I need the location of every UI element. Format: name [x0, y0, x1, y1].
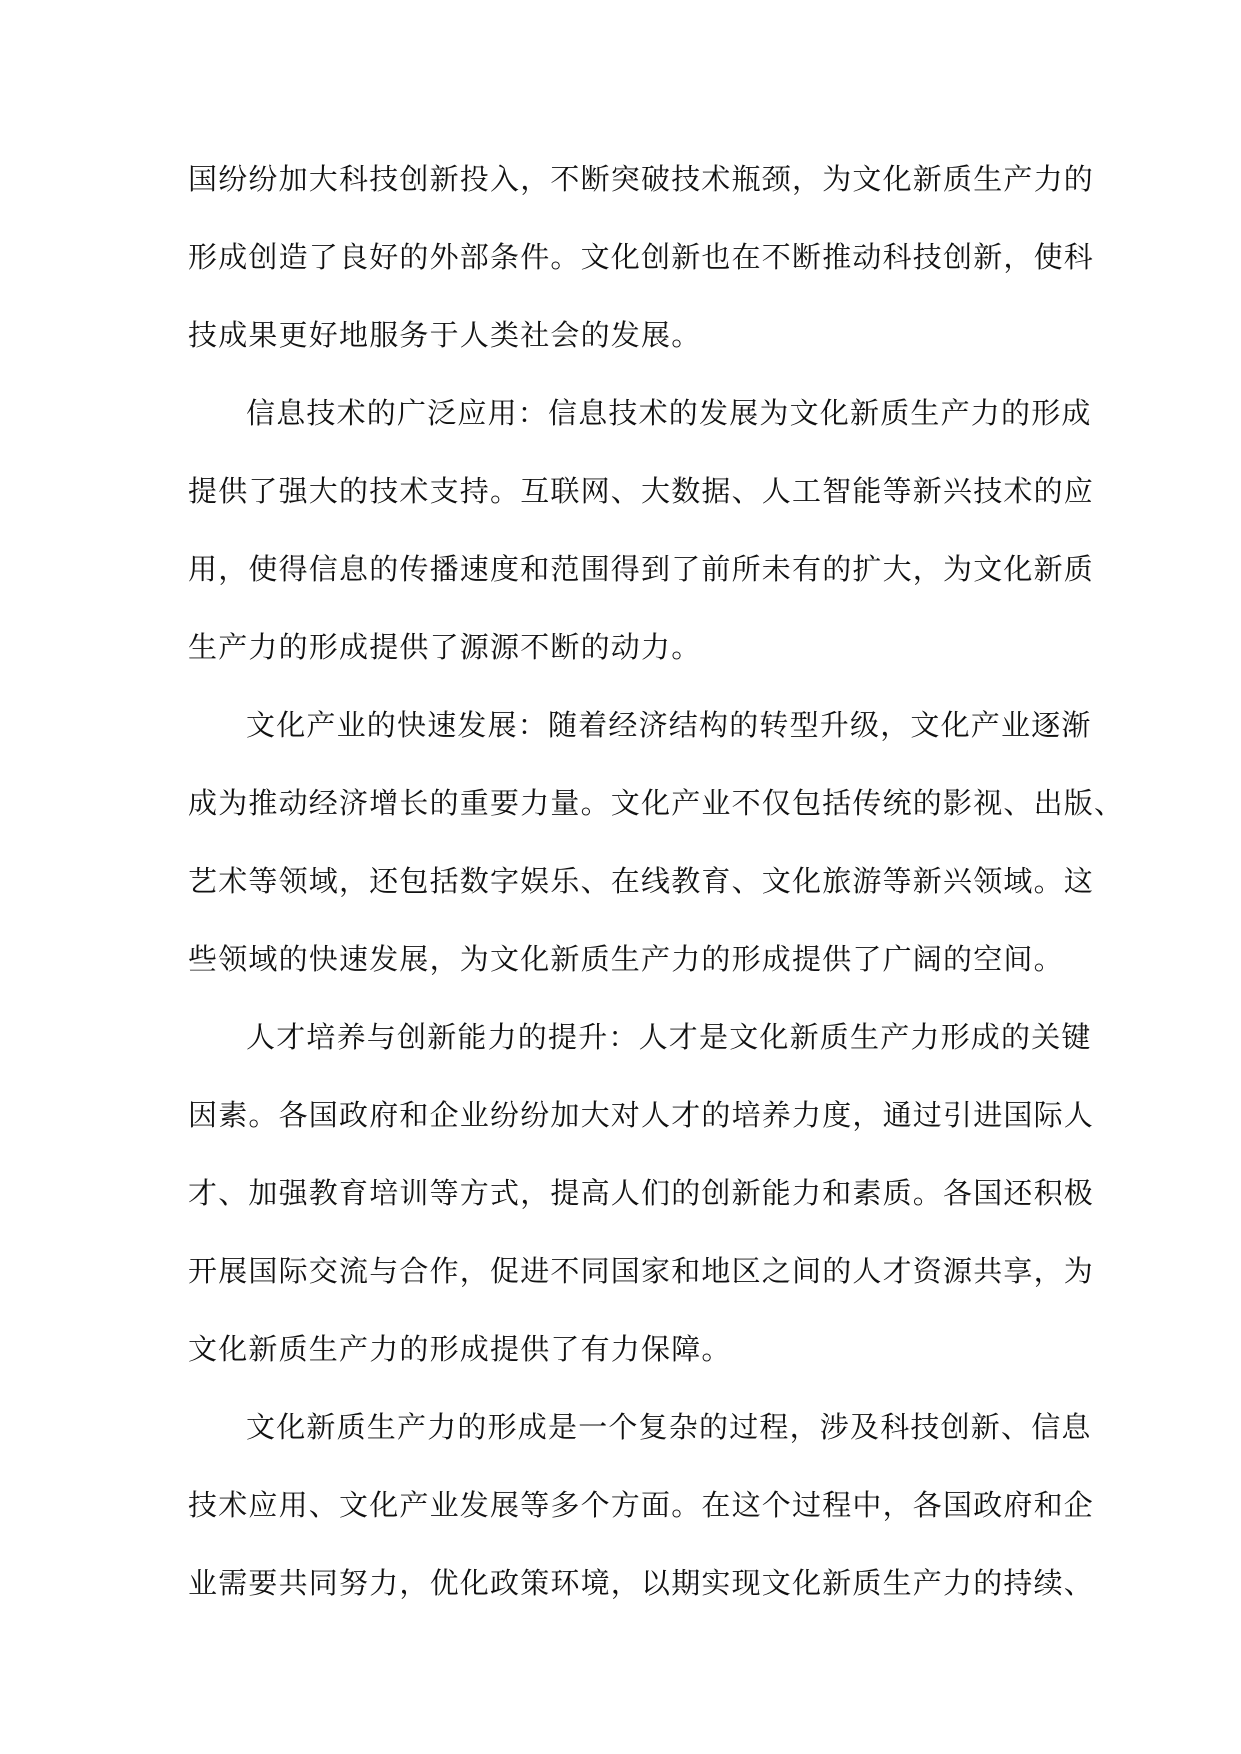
text-line: 技术应用、文化产业发展等多个方面。在这个过程中，各国政府和企 — [188, 1488, 1095, 1522]
text-line: 才、加强教育培训等方式，提高人们的创新能力和素质。各国还积极 — [188, 1176, 1095, 1210]
body-text — [188, 140, 1125, 1622]
text-line: 艺术等领域，还包括数字娱乐、在线教育、文化旅游等新兴领域。这 — [188, 864, 1095, 898]
text-line: 因素。各国政府和企业纷纷加大对人才的培养力度，通过引进国际人 — [188, 1098, 1095, 1132]
text-line: 生产力的形成提供了源源不断的动力。 — [188, 630, 702, 664]
paragraph-start-line: 文化产业的快速发展：随着经济结构的转型升级，文化产业逐渐 — [246, 708, 1092, 742]
text-line: 提供了强大的技术支持。互联网、大数据、人工智能等新兴技术的应 — [188, 474, 1095, 508]
paragraph-start-line: 人才培养与创新能力的提升：人才是文化新质生产力形成的关键 — [246, 1020, 1092, 1054]
text-line: 用，使得信息的传播速度和范围得到了前所未有的扩大，为文化新质 — [188, 552, 1095, 586]
paragraph-start-line: 文化新质生产力的形成是一个复杂的过程，涉及科技创新、信息 — [246, 1410, 1092, 1444]
text-line: 开展国际交流与合作，促进不同国家和地区之间的人才资源共享，为 — [188, 1254, 1095, 1288]
text-line: 文化新质生产力的形成提供了有力保障。 — [188, 1332, 732, 1366]
text-line: 国纷纷加大科技创新投入，不断突破技术瓶颈，为文化新质生产力的 — [188, 162, 1095, 196]
text-line: 形成创造了良好的外部条件。文化创新也在不断推动科技创新，使科 — [188, 240, 1095, 274]
text-line: 些领域的快速发展，为文化新质生产力的形成提供了广阔的空间。 — [188, 942, 1064, 976]
text-line: 业需要共同努力，优化政策环境，以期实现文化新质生产力的持续、 — [188, 1566, 1095, 1600]
paragraph-start-line: 信息技术的广泛应用：信息技术的发展为文化新质生产力的形成 — [246, 396, 1092, 430]
text-line: 成为推动经济增长的重要力量。文化产业不仅包括传统的影视、出版、 — [188, 786, 1125, 820]
text-line: 技成果更好地服务于人类社会的发展。 — [188, 318, 702, 352]
